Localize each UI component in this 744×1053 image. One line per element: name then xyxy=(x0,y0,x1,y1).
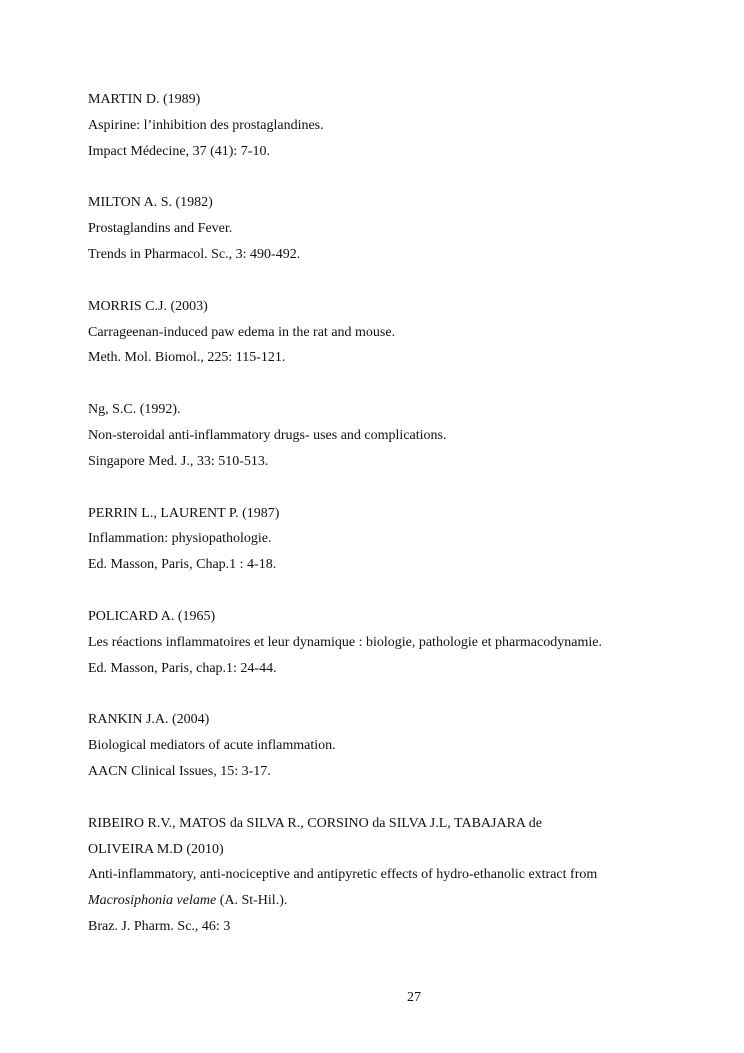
reference-title: Prostaglandins and Fever. xyxy=(88,221,233,237)
reference-entry xyxy=(88,294,708,371)
reference-entry xyxy=(88,707,708,784)
reference-title: Inflammation: physiopathologie. xyxy=(88,531,272,547)
reference-author: MORRIS C.J. (2003) xyxy=(88,298,208,314)
reference-source: Ed. Masson, Paris, chap.1: 24-44. xyxy=(88,660,277,676)
reference-title: Aspirine: l’inhibition des prostaglandines. xyxy=(88,117,324,133)
reference-entry xyxy=(88,397,708,474)
reference-source: Impact Médecine, 37 (41): 7-10. xyxy=(88,143,270,159)
reference-title-continued xyxy=(88,888,708,914)
reference-author: POLICARD A. (1965) xyxy=(88,608,216,624)
reference-title: Les réactions inflammatoires et leur dynamique : biologie, pathologie et pharmacodynamie. xyxy=(88,634,602,650)
reference-source: Singapore Med. J., 33: 510-513. xyxy=(88,453,269,469)
page-number: 27 xyxy=(407,990,421,1005)
reference-author: MILTON A. S. (1982) xyxy=(88,195,213,211)
reference-entry xyxy=(88,501,708,578)
reference-entry xyxy=(88,87,708,164)
reference-title: Biological mediators of acute inflammation. xyxy=(88,738,336,754)
reference-source: Meth. Mol. Biomol., 225: 115-121. xyxy=(88,350,286,366)
reference-title: Anti-inflammatory, anti-nociceptive and antipyretic effects of hydro-ethanolic extract from xyxy=(88,867,598,883)
reference-source: Ed. Masson, Paris, Chap.1 : 4-18. xyxy=(88,557,277,573)
reference-author-continued: OLIVEIRA M.D (2010) xyxy=(88,841,224,857)
reference-title: Non-steroidal anti-inflammatory drugs- uses and complications. xyxy=(88,427,447,443)
reference-author: RANKIN J.A. (2004) xyxy=(88,712,210,728)
reference-entry xyxy=(88,811,708,940)
reference-source: Braz. J. Pharm. Sc., 46: 3 xyxy=(88,918,231,934)
reference-entry xyxy=(88,190,708,267)
reference-author: MARTIN D. (1989) xyxy=(88,92,201,107)
reference-author: Ng, S.C. (1992). xyxy=(88,402,181,418)
reference-author: RIBEIRO R.V., MATOS da SILVA R., CORSINO da SILVA J.L, TABAJARA de xyxy=(88,815,542,831)
reference-author: PERRIN L., LAURENT P. (1987) xyxy=(88,505,280,521)
reference-title: Carrageenan-induced paw edema in the rat and mouse. xyxy=(88,324,396,340)
reference-list xyxy=(88,87,708,966)
reference-entry xyxy=(88,604,708,681)
species-name: Macrosiphonia velame xyxy=(88,893,217,909)
reference-source: Trends in Pharmacol. Sc., 3: 490-492. xyxy=(88,246,301,262)
species-authority: (A. St-Hil.). xyxy=(216,893,288,909)
reference-source: AACN Clinical Issues, 15: 3-17. xyxy=(88,763,271,779)
